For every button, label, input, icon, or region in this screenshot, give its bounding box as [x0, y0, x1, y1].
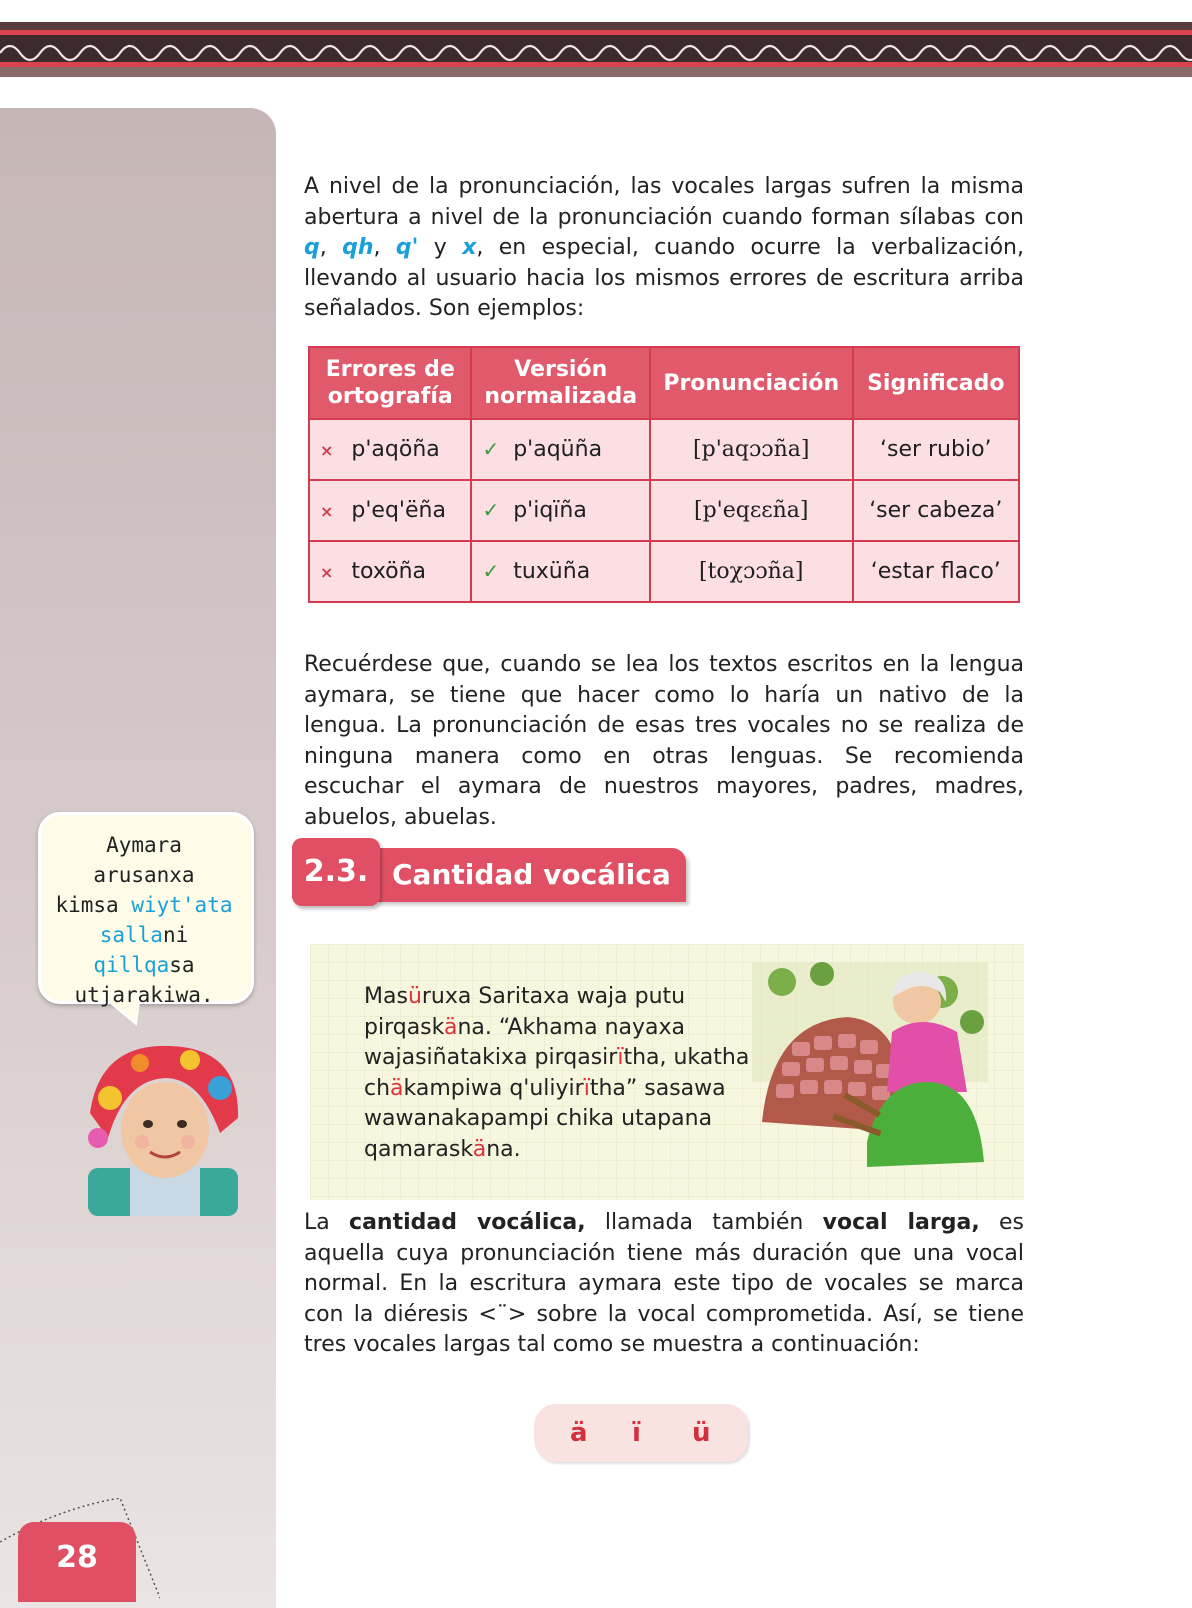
- pronunciation: [p'aqɔɔña]: [650, 419, 853, 480]
- normalized-word: p'aqüña: [513, 437, 603, 462]
- meaning: ‘ser cabeza’: [853, 480, 1019, 541]
- intro-paragraph: A nivel de la pronunciación, las vocales largas sufren la misma abertura a nivel de la pronunciación cuando forman sílabas con q, qh, q' y x, en especial, cuando ocurre la verbalización, llevando al usuario hacia los mismos errores de escritura arriba señalados. Son ejemplos:: [304, 174, 1024, 321]
- check-icon: ✓: [482, 559, 500, 583]
- error-word: toxöña: [351, 559, 427, 584]
- x-mark-icon: ×: [320, 441, 334, 460]
- bubble-text: Aymara arusanxa kimsa wiyt'ata sallani qillqasa utjarakiwa.: [55, 833, 233, 1007]
- section-title: Cantidad vocálica: [376, 848, 686, 902]
- page-number: 28: [18, 1522, 136, 1602]
- normalized-word: p'iqïña: [513, 498, 587, 523]
- child-illustration-icon: [80, 1038, 250, 1216]
- spelling-errors-table: [308, 346, 1020, 603]
- letter-qh: qh: [342, 235, 374, 260]
- table-row: [309, 541, 1019, 602]
- story-text: Masüruxa Saritaxa waja putu pirqaskäna. “Akhama nayaxa wajasiñatakixa pirqasirïtha, ukatha chäkampiwa q'uliyirïtha” sasawa wawanakapampi chika utapana qamaraskäna.: [364, 984, 750, 1162]
- table-row: [309, 419, 1019, 480]
- check-icon: ✓: [482, 437, 500, 461]
- x-mark-icon: ×: [320, 563, 334, 582]
- table-header-row: [309, 347, 1019, 419]
- long-vowels-box: [534, 1404, 748, 1462]
- decorative-top-band: [0, 22, 1192, 84]
- meaning: ‘estar flaco’: [853, 541, 1019, 602]
- vowel-a: ä: [570, 1418, 588, 1448]
- wave-pattern-icon: [0, 35, 1192, 62]
- reading-advice-paragraph: Recuérdese que, cuando se lea los textos escritos en la lengua aymara, se tiene que hacer como lo haría un nativo de la lengua. La pronunciación de esas tres vocales no se realiza de ninguna manera como en otras lenguas. Se recomienda escuchar el aymara de nuestros mayores, padres, madres, abuelos, abuelas.: [304, 652, 1024, 830]
- error-word: p'aqöña: [351, 437, 440, 462]
- pronunciation: [toχɔɔña]: [650, 541, 853, 602]
- check-icon: ✓: [482, 498, 500, 522]
- table-row: [309, 480, 1019, 541]
- x-mark-icon: ×: [320, 502, 334, 521]
- letter-q: q: [304, 235, 320, 260]
- normalized-word: tuxüña: [513, 559, 591, 584]
- vowel-length-paragraph: La cantidad vocálica, llamada también vocal larga, es aquella cuya pronunciación tiene más duración que una vocal normal. En la escritura aymara este tipo de vocales se marca con la diéresis <¨> sobre la vocal comprometida. Así, se tiene tres vocales largas tal como se muestra a continuación:: [304, 1210, 1024, 1357]
- letter-q-glottal: q': [395, 235, 419, 260]
- error-word: p'eq'ëña: [351, 498, 446, 523]
- header-normalized: Versión normalizada: [471, 347, 650, 419]
- section-number: 2.3.: [292, 838, 380, 906]
- woman-baking-illustration-icon: [752, 962, 988, 1174]
- meaning: ‘ser rubio’: [853, 419, 1019, 480]
- vowel-i: ï: [632, 1418, 641, 1448]
- pronunciation: [p'eqɛɛña]: [650, 480, 853, 541]
- header-pronunciation: Pronunciación: [650, 347, 853, 419]
- vowel-u: ü: [692, 1418, 711, 1448]
- letter-x: x: [462, 235, 477, 260]
- header-errors: Errores de ortografía: [309, 347, 471, 419]
- header-meaning: Significado: [853, 347, 1019, 419]
